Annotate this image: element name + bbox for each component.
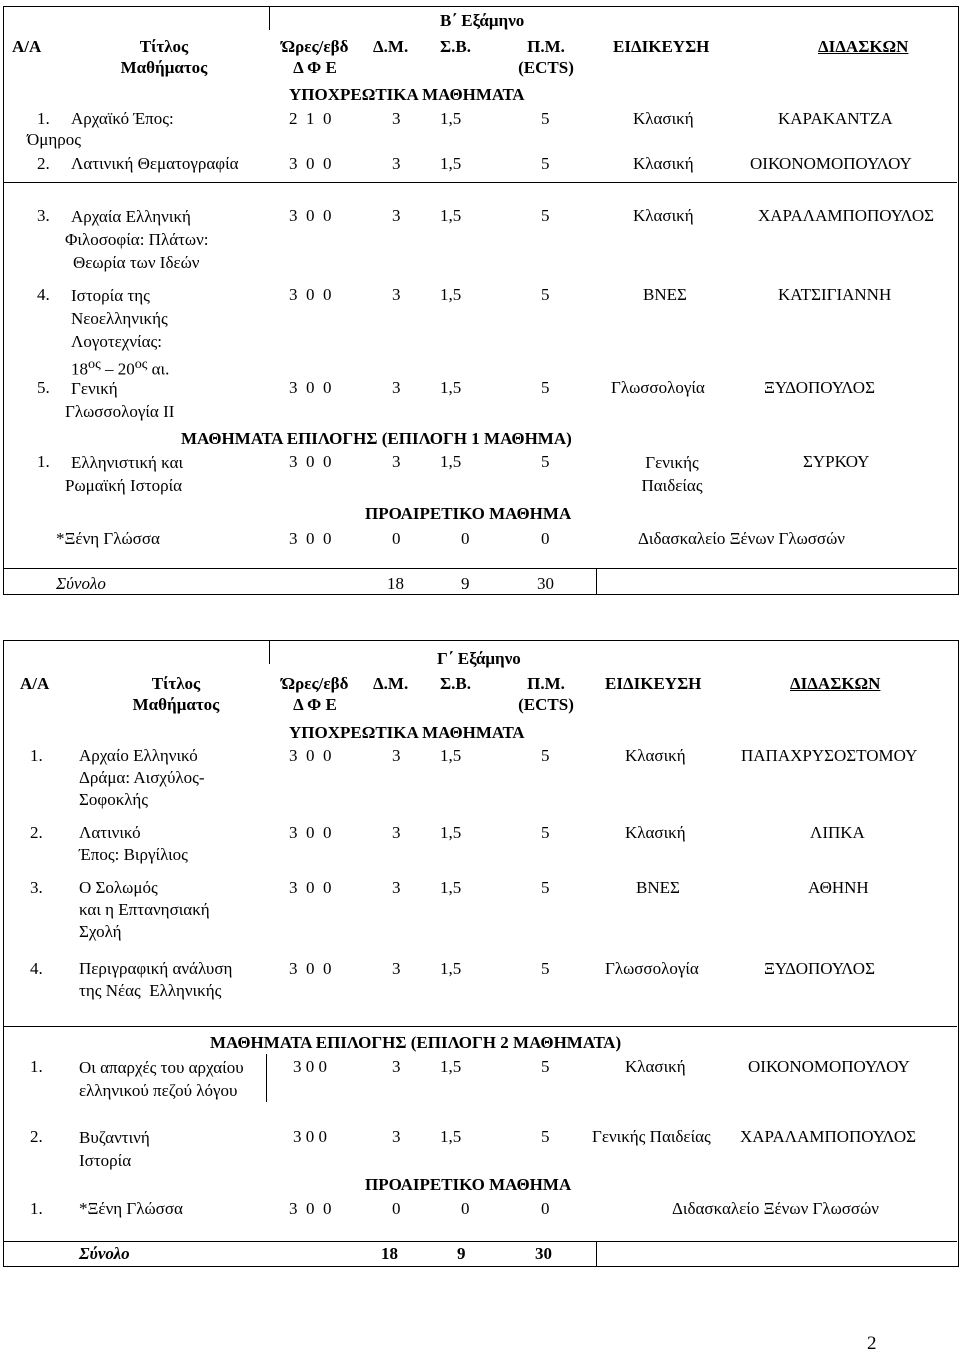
- total-label: Σύνολο: [56, 574, 106, 593]
- semester-b-title: Β΄ Εξάμηνο: [440, 11, 525, 30]
- semester-b-divider: [596, 568, 597, 594]
- weekly-hours: 3 0 0: [293, 1057, 327, 1076]
- col-hours-header: Ώρες/εβδ Δ Φ Ε: [281, 674, 349, 714]
- course-title: Αρχαίο Ελληνικό Δράμα: Αισχύλος- Σοφοκλής: [79, 746, 205, 809]
- page-number: 2: [867, 1333, 877, 1354]
- specialization: ΒΝΕΣ: [643, 285, 687, 304]
- semester-b-divider: [3, 182, 957, 183]
- course-title: *Ξένη Γλώσσα: [79, 1199, 183, 1218]
- total-sv: 9: [457, 1244, 466, 1263]
- sv-value: 1,5: [440, 285, 462, 304]
- sv-value: 1,5: [440, 878, 462, 897]
- course-title: *Ξένη Γλώσσα: [56, 529, 160, 548]
- course-title: Λατινική Θεματογραφία: [71, 154, 239, 173]
- dm-value: 3: [392, 823, 401, 842]
- col-hours-header: Ώρες/εβδ Δ Φ Ε: [281, 37, 349, 77]
- dm-value: 3: [392, 959, 401, 978]
- semester-c-divider: [596, 1241, 597, 1266]
- weekly-hours: 2 1 0: [289, 109, 332, 128]
- row-number: 4.: [37, 285, 50, 304]
- total-label: Σύνολο: [79, 1244, 130, 1263]
- specialization: Γλωσσολογία: [611, 378, 705, 397]
- specialization: Κλασική: [625, 823, 686, 842]
- weekly-hours: 3 0 0: [289, 378, 332, 397]
- weekly-hours: 3 0 0: [289, 529, 332, 548]
- weekly-hours: 3 0 0: [289, 823, 332, 842]
- row-number: 4.: [30, 959, 43, 978]
- row-number: 1.: [30, 1199, 43, 1218]
- teacher: ΟΙΚΟΝΟΜΟΠΟΥΛΟΥ: [748, 1057, 910, 1076]
- dm-value: 3: [392, 154, 401, 173]
- specialization: Κλασική: [633, 109, 694, 128]
- section-optional-heading: ΠΡΟΑΙΡΕΤΙΚΟ ΜΑΘΗΜΑ: [365, 1175, 572, 1194]
- teacher: ΞΥΔΟΠΟΥΛΟΣ: [764, 378, 875, 397]
- row-number: 1.: [30, 746, 43, 765]
- sv-value: 1,5: [440, 1057, 462, 1076]
- semester-c-divider: [3, 1026, 957, 1027]
- teacher: ΚΑΤΣΙΓΙΑΝΝΗ: [778, 285, 892, 304]
- semester-c-divider: [3, 1241, 957, 1242]
- col-pm-header: Π.Μ. (ECTS): [518, 674, 574, 714]
- row-number: 2.: [30, 1127, 43, 1146]
- teacher: Διδασκαλείο Ξένων Γλωσσών: [638, 529, 845, 548]
- pm-value: 5: [541, 746, 550, 765]
- dm-value: 3: [392, 878, 401, 897]
- row-number: 3.: [37, 206, 50, 225]
- dm-value: 3: [392, 452, 401, 471]
- specialization: Κλασική: [633, 154, 694, 173]
- sv-value: 0: [461, 1199, 470, 1218]
- col-sv-header: Σ.Β.: [440, 37, 471, 56]
- dm-value: 0: [392, 529, 401, 548]
- sv-value: 0: [461, 529, 470, 548]
- col-sv-header: Σ.Β.: [440, 674, 471, 693]
- course-title: Βυζαντινή Ιστορία: [79, 1128, 150, 1170]
- dm-value: 3: [392, 378, 401, 397]
- pm-value: 5: [541, 285, 550, 304]
- dm-value: 3: [392, 285, 401, 304]
- row-number: 2.: [30, 823, 43, 842]
- teacher: ΧΑΡΑΛΑΜΠΟΠΟΥΛΟΣ: [740, 1127, 917, 1146]
- total-dm: 18: [381, 1244, 398, 1263]
- weekly-hours: 3 0 0: [289, 878, 332, 897]
- col-aa-header: Α/Α: [12, 37, 42, 56]
- row-number: 1.: [37, 452, 50, 471]
- teacher: ΧΑΡΑΛΑΜΠΟΠΟΥΛΟΣ: [758, 206, 935, 225]
- dm-value: 3: [392, 109, 401, 128]
- pm-value: 5: [541, 823, 550, 842]
- course-title: Λατινικό Έπος: Βιργίλιος: [79, 823, 188, 864]
- specialization: Κλασική: [633, 206, 694, 225]
- weekly-hours: 3 0 0: [289, 285, 332, 304]
- pm-value: 5: [541, 378, 550, 397]
- specialization: Κλασική: [625, 1057, 686, 1076]
- course-title: Οι απαρχές του αρχαίου ελληνικού πεζού λόγου: [79, 1058, 244, 1100]
- specialization: Γενικής Παιδείας: [641, 453, 703, 495]
- title-cell-border: [266, 1054, 267, 1102]
- weekly-hours: 3 0 0: [289, 746, 332, 765]
- dm-value: 3: [392, 746, 401, 765]
- sv-value: 1,5: [440, 206, 462, 225]
- col-title-header: Τίτλος Μαθήματος: [132, 674, 220, 714]
- pm-value: 5: [541, 154, 550, 173]
- row-number: 1.: [37, 109, 50, 128]
- sv-value: 1,5: [440, 1127, 462, 1146]
- sv-value: 1,5: [440, 109, 462, 128]
- weekly-hours: 3 0 0: [289, 1199, 332, 1218]
- teacher: ΑΘΗΝΗ: [808, 878, 869, 897]
- semester-c-title: Γ΄ Εξάμηνο: [437, 649, 521, 668]
- weekly-hours: 3 0 0: [289, 959, 332, 978]
- weekly-hours: 3 0 0: [289, 206, 332, 225]
- row-number: 1.: [30, 1057, 43, 1076]
- course-title: Ο Σολωμός και η Επτανησιακή Σχολή: [79, 878, 210, 941]
- pm-value: 0: [541, 529, 550, 548]
- sv-value: 1,5: [440, 959, 462, 978]
- weekly-hours: 3 0 0: [289, 452, 332, 471]
- specialization: ΒΝΕΣ: [636, 878, 680, 897]
- pm-value: 5: [541, 206, 550, 225]
- col-dm-header: Δ.Μ.: [373, 37, 409, 56]
- pm-value: 0: [541, 1199, 550, 1218]
- col-title-header: Τίτλος Μαθήματος: [120, 37, 208, 77]
- section-elective-heading: ΜΑΘΗΜΑΤΑ ΕΠΙΛΟΓΗΣ (ΕΠΙΛΟΓΗ 2 ΜΑΘΗΜΑΤΑ): [210, 1033, 622, 1052]
- teacher: ΞΥΔΟΠΟΥΛΟΣ: [764, 959, 875, 978]
- section-required-heading: ΥΠΟΧΡΕΩΤΙΚΑ ΜΑΘΗΜΑΤΑ: [289, 723, 525, 742]
- teacher: ΚΑΡΑΚΑΝΤΖΑ: [778, 109, 893, 128]
- total-sv: 9: [461, 574, 470, 593]
- course-title: Γενική Γλωσσολογία ΙΙ: [65, 379, 175, 421]
- dm-value: 3: [392, 1057, 401, 1076]
- weekly-hours: 3 0 0: [289, 154, 332, 173]
- course-title: Ελληνιστική και Ρωμαϊκή Ιστορία: [65, 453, 184, 495]
- total-dm: 18: [387, 574, 404, 593]
- specialization: Γενικής Παιδείας: [592, 1127, 711, 1146]
- pm-value: 5: [541, 452, 550, 471]
- sv-value: 1,5: [440, 746, 462, 765]
- row-number: 2.: [37, 154, 50, 173]
- specialization: Κλασική: [625, 746, 686, 765]
- row-number: 5.: [37, 378, 50, 397]
- col-spec-header: ΕΙΔΙΚΕΥΣΗ: [613, 37, 710, 56]
- semester-b-divider: [3, 568, 957, 569]
- pm-value: 5: [541, 109, 550, 128]
- specialization: Γλωσσολογία: [605, 959, 699, 978]
- course-title: Ιστορία της Νεοελληνικής Λογοτεχνίας: $18^{o\varsigma} - 20^{o\varsigma}$ αι.: [71, 286, 170, 379]
- course-title: Αρχαϊκό Έπος: Όμηρος: [27, 109, 174, 149]
- pm-value: 5: [541, 1127, 550, 1146]
- course-title: Αρχαία Ελληνική Φιλοσοφία: Πλάτων: Θεωρία των Ιδεών: [65, 207, 209, 272]
- teacher: ΟΙΚΟΝΟΜΟΠΟΥΛΟΥ: [750, 154, 912, 173]
- col-dm-header: Δ.Μ.: [373, 674, 409, 693]
- pm-value: 5: [541, 959, 550, 978]
- dm-value: 3: [392, 206, 401, 225]
- section-required-heading: ΥΠΟΧΡΕΩΤΙΚΑ ΜΑΘΗΜΑΤΑ: [289, 85, 525, 104]
- sv-value: 1,5: [440, 452, 462, 471]
- weekly-hours: 3 0 0: [293, 1127, 327, 1146]
- dm-value: 3: [392, 1127, 401, 1146]
- pm-value: 5: [541, 1057, 550, 1076]
- teacher: Διδασκαλείο Ξένων Γλωσσών: [672, 1199, 879, 1218]
- col-teacher-header: ΔΙΔΑΣΚΩΝ: [790, 674, 881, 693]
- row-number: 3.: [30, 878, 43, 897]
- total-pm: 30: [535, 1244, 552, 1263]
- sv-value: 1,5: [440, 823, 462, 842]
- teacher: ΠΑΠΑΧΡΥΣΟΣΤΟΜΟΥ: [741, 746, 918, 765]
- col-spec-header: ΕΙΔΙΚΕΥΣΗ: [605, 674, 702, 693]
- col-teacher-header: ΔΙΔΑΣΚΩΝ: [818, 37, 909, 56]
- teacher: ΛΙΠΚΑ: [810, 823, 865, 842]
- sv-value: 1,5: [440, 378, 462, 397]
- section-elective-heading: ΜΑΘΗΜΑΤΑ ΕΠΙΛΟΓΗΣ (ΕΠΙΛΟΓΗ 1 ΜΑΘΗΜΑ): [181, 429, 572, 448]
- sv-value: 1,5: [440, 154, 462, 173]
- teacher: ΣΥΡΚΟΥ: [803, 452, 870, 471]
- col-aa-header: Α/Α: [20, 674, 50, 693]
- semester-b-divider: [269, 6, 270, 30]
- col-pm-header: Π.Μ. (ECTS): [518, 37, 574, 77]
- dm-value: 0: [392, 1199, 401, 1218]
- section-optional-heading: ΠΡΟΑΙΡΕΤΙΚΟ ΜΑΘΗΜΑ: [365, 504, 572, 523]
- total-pm: 30: [537, 574, 554, 593]
- pm-value: 5: [541, 878, 550, 897]
- course-title: Περιγραφική ανάλυση της Νέας Ελληνικής: [79, 959, 233, 1000]
- semester-c-divider: [269, 640, 270, 664]
